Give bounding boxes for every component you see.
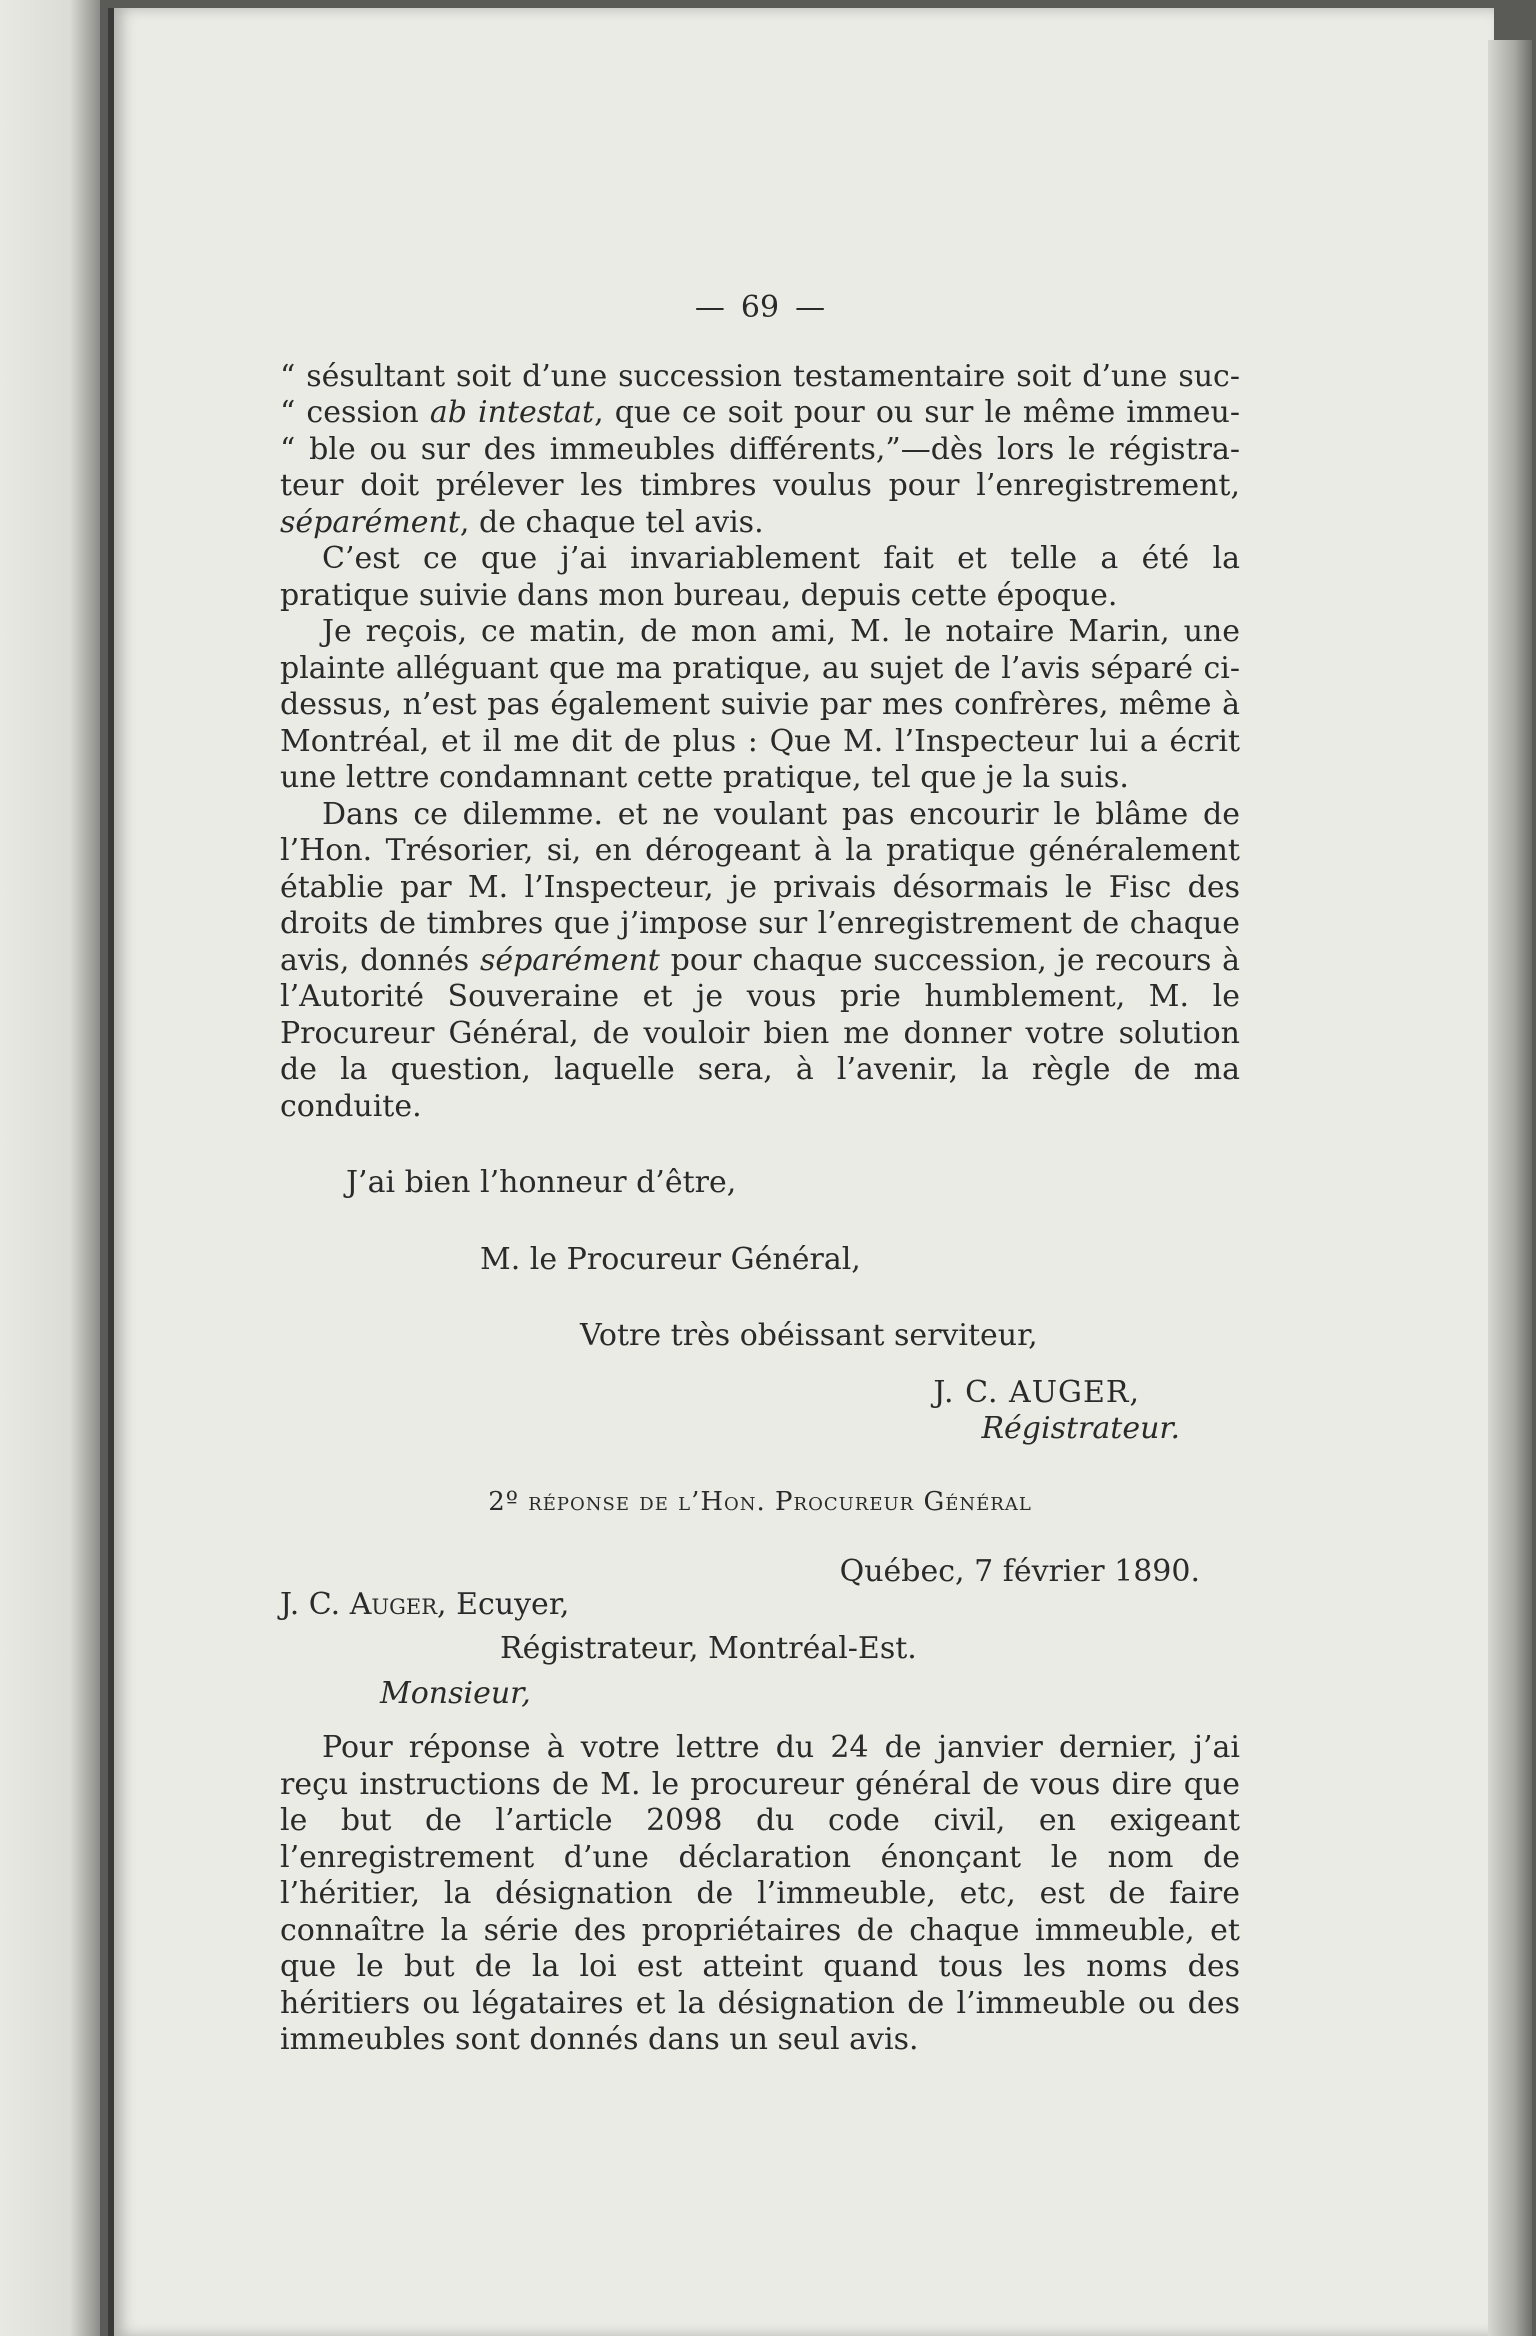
page-number-value: 69 — [740, 290, 780, 325]
quoted-line-2-post: , que ce soit pour ou sur le même immeu- — [594, 395, 1241, 430]
reply-heading: 2º réponse de l’Hon. Procureur Général — [488, 1486, 1032, 1517]
paragraph-dilemma-pre: Dans ce dilemme. et ne voulant pas encourir le blâme de l’Hon. Trésorier, si, en dérogeant à la pratique généralement établie par M. l’Inspecteur, je privais désormais le Fisc des droits de timbres que j’impose sur l’enregistrement de chaque avis, donnés — [280, 796, 1240, 978]
page-text — [280, 290, 1240, 2059]
signature-name: J. C. AUGER, — [933, 1374, 1140, 1410]
page-number-dash-left: — — [694, 290, 725, 325]
addressee-suffix: , Ecuyer, — [437, 1586, 570, 1622]
paragraph-dilemma-em: séparément — [479, 942, 660, 978]
page-number-dash-right: — — [795, 290, 826, 325]
quoted-line-2-em: ab intestat — [429, 395, 595, 430]
signature-title: Régistrateur. — [981, 1411, 1180, 1446]
reply-dateline: Québec, 7 février 1890. — [839, 1554, 1200, 1589]
previous-page-edge — [0, 0, 100, 2336]
closing-line-3: Votre très obéissant serviteur, — [580, 1318, 1038, 1353]
page-number — [280, 290, 1240, 327]
paragraph-practice: C’est ce que j’ai invariablement fait et telle a été la pratique suivie dans mon bureau, depuis cette époque. — [280, 541, 1240, 613]
reply-body: Pour réponse à votre lettre du 24 de janvier dernier, j’ai reçu instructions de M. le procureur général de vous dire que le but de l’article 2098 du code civil, en exigeant l’enregistrement d’une déclaration énonçant le nom de l’héritier, la désignation de l’immeuble, etc, est de faire connaître la série des propriétaires de chaque immeuble, et que le but de la loi est atteint quand tous les noms des héritiers ou légataires et la désignation de l’immeuble ou des immeubles sont donnés dans un seul avis. — [280, 1730, 1240, 2057]
reply-addressee — [280, 1587, 1240, 1624]
closing-line-2: M. le Procureur Général, — [480, 1241, 861, 1277]
paragraph-complaint: Je reçois, ce matin, de mon ami, M. le notaire Marin, une plainte alléguant que ma pratique, au sujet de l’avis séparé ci-dessus, n’est pas également suivie par mes confrères, même à Montréal, et il me dit de plus : Que M. l’Inspecteur lui a écrit une lettre condamnant cette pratique, tel que je la suis. — [280, 614, 1240, 795]
quoted-line-1: “ sésultant soit d’une succession testamentaire soit d’une suc- — [280, 358, 1240, 394]
closing-line-1: J’ai bien l’honneur d’être, — [346, 1165, 737, 1200]
reply-addressee-title: Régistrateur, Montréal-Est. — [500, 1631, 917, 1666]
quoted-line-4-post: , de chaque tel avis. — [459, 504, 764, 540]
page-stack-edge — [1488, 40, 1532, 2336]
reply-salutation: Monsieur, — [380, 1675, 531, 1711]
quoted-line-2-pre: “ cession — [280, 395, 430, 430]
quoted-line-4-em: séparément — [280, 504, 460, 540]
addressee-name: J. C. Auger — [280, 1586, 438, 1622]
quoted-passage — [280, 359, 1240, 542]
paragraph-dilemma — [280, 797, 1240, 1126]
paragraph-dilemma-post: pour chaque succession, je recours à l’Autorité Souveraine et je vous prie humblement, M. le Procureur Général, de vouloir bien me donner votre solution de la question, laquelle sera, à l’avenir, la règle de ma conduite. — [280, 942, 1240, 1124]
quoted-line-3: “ ble ou sur des immeubles différents,”—dès lors le régistra- teur doit prélever les timbres voulus pour l’enregistrement, — [280, 431, 1240, 503]
